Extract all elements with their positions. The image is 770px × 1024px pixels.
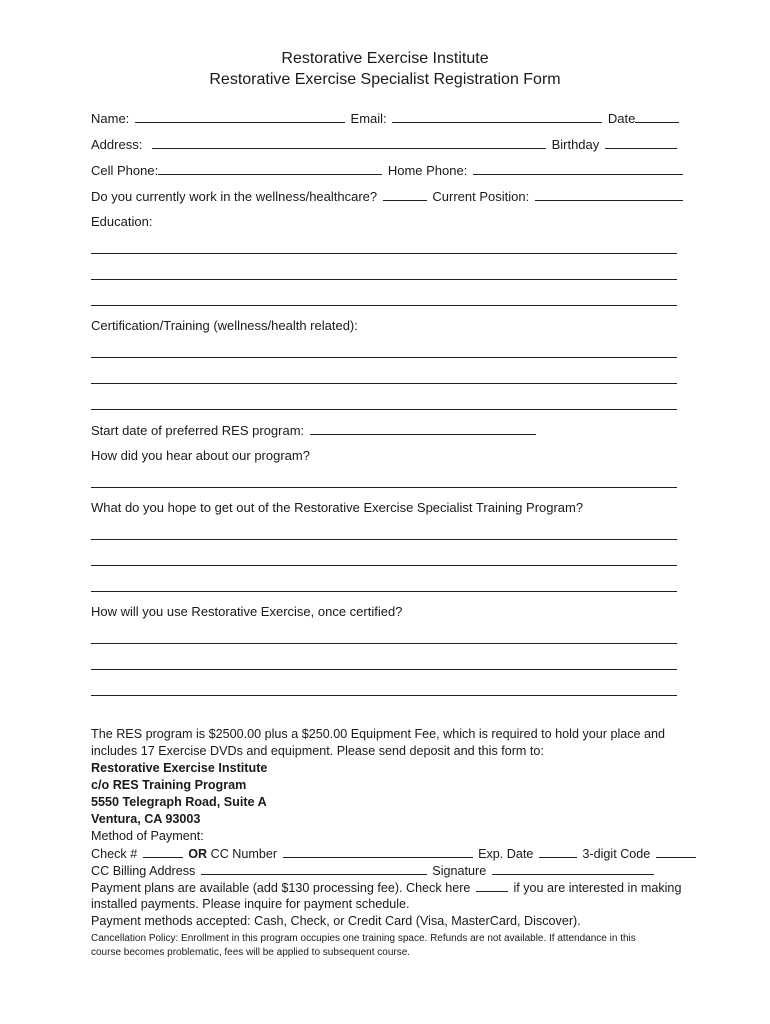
payment-methods-accepted: Payment methods accepted: Cash, Check, or Credit Card (Visa, MasterCard, Discover). [91,914,581,928]
three-digit-code-field[interactable] [656,845,696,858]
signature-field[interactable] [492,862,654,875]
hope-line-2[interactable] [91,565,677,566]
email-label: Email: [350,111,387,126]
name-row [91,110,681,127]
cancellation-policy-2: course becomes problematic, fees will be applied to subsequent course. [91,947,411,958]
billing-address-label: CC Billing Address [91,864,196,878]
exp-date-label: Exp. Date [478,847,534,861]
education-line-1[interactable] [91,253,677,254]
start-date-field[interactable] [310,422,536,435]
exp-date-field[interactable] [539,845,577,858]
start-date-label: Start date of preferred RES program: [91,423,305,438]
birthday-field[interactable] [605,136,677,149]
email-field[interactable] [392,110,602,123]
payment-plans-text: Payment plans are available (add $130 processing fee). Check here [91,881,471,895]
hear-about-label: How did you hear about our program? [91,448,310,463]
cc-number-label: CC Number [210,847,278,861]
home-phone-label: Home Phone: [387,163,468,178]
address-label: Address: [91,137,143,152]
cc-number-field[interactable] [283,845,473,858]
certification-line-3[interactable] [91,409,677,410]
or-label: OR [188,847,208,861]
certification-line-2[interactable] [91,383,677,384]
cell-phone-label: Cell Phone: [91,163,159,178]
hope-question-label: What do you hope to get out of the Restorative Exercise Specialist Training Program? [91,500,584,515]
org-title: Restorative Exercise Institute [281,50,489,67]
check-cc-row [91,845,698,863]
payment-plans-row [91,879,681,897]
birthday-label: Birthday [551,137,600,152]
current-position-label: Current Position: [432,189,530,204]
address-field[interactable] [152,136,546,149]
signature-label: Signature [432,864,487,878]
billing-row [91,862,656,880]
home-phone-field[interactable] [473,162,683,175]
form-title: Restorative Exercise Specialist Registration Form [209,71,561,88]
current-position-field[interactable] [535,188,683,201]
payment-plan-check-field[interactable] [476,879,508,892]
payment-intro-2: includes 17 Exercise DVDs and equipment. Please send deposit and this form to: [91,744,544,758]
use-line-1[interactable] [91,643,677,644]
education-label: Education: [91,214,153,229]
payment-plans-line-2: installed payments. Please inquire for payment schedule. [91,897,410,911]
method-of-payment-label: Method of Payment: [91,829,204,843]
name-label: Name: [91,111,130,126]
mail-address-line-1: Restorative Exercise Institute [91,761,268,775]
address-row [91,136,679,153]
certification-line-1[interactable] [91,357,677,358]
phone-row [91,162,685,179]
check-label: Check # [91,847,138,861]
mail-address-line-2: c/o RES Training Program [91,778,247,792]
start-date-row [91,422,538,439]
work-question-label: Do you currently work in the wellness/healthcare? [91,189,378,204]
hope-line-3[interactable] [91,591,677,592]
payment-intro-1: The RES program is $2500.00 plus a $250.00 Equipment Fee, which is required to hold your place and [91,727,666,741]
use-question-label: How will you use Restorative Exercise, once certified? [91,604,403,619]
hope-line-1[interactable] [91,539,677,540]
check-number-field[interactable] [143,845,183,858]
work-answer-field[interactable] [383,188,427,201]
cell-phone-field[interactable] [158,162,382,175]
billing-address-field[interactable] [201,862,427,875]
date-label: Date [607,111,636,126]
mail-address-line-4: Ventura, CA 93003 [91,812,201,826]
three-digit-code-label: 3-digit Code [582,847,651,861]
cancellation-policy-1: Cancellation Policy: Enrollment in this program occupies one training space. Refunds are not available. If attendance in this [91,933,636,944]
date-field[interactable] [635,110,679,123]
name-field[interactable] [135,110,345,123]
mail-address-line-3: 5550 Telegraph Road, Suite A [91,795,267,809]
work-row [91,188,685,205]
certification-label: Certification/Training (wellness/health related): [91,318,358,333]
payment-plans-text-2: if you are interested in making [513,881,682,895]
use-line-3[interactable] [91,695,677,696]
education-line-2[interactable] [91,279,677,280]
education-line-3[interactable] [91,305,677,306]
hear-about-line[interactable] [91,487,677,488]
use-line-2[interactable] [91,669,677,670]
